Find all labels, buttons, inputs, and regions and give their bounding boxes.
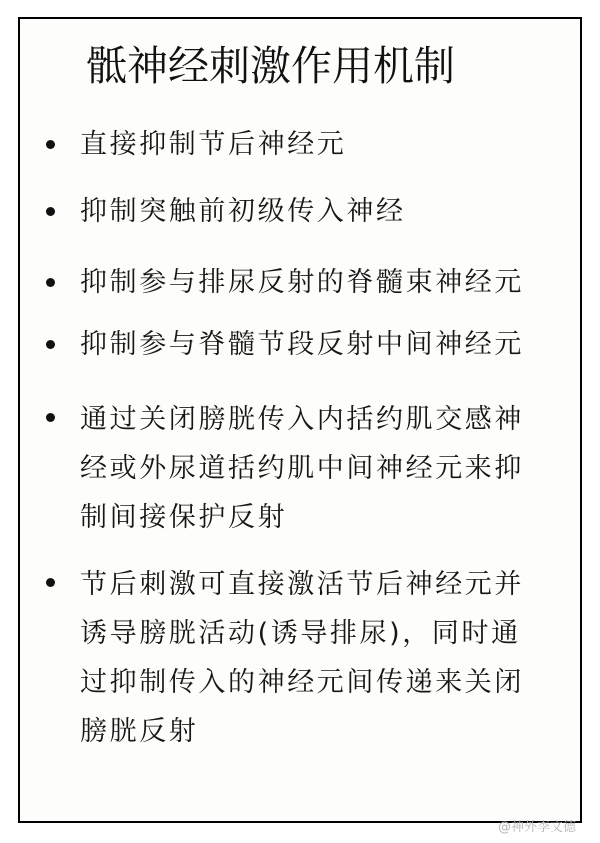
bullet-text: 抑制参与排尿反射的脊髓束神经元	[80, 267, 524, 298]
watermark: @神外李文德	[497, 820, 576, 835]
bullet-dot-icon	[46, 207, 55, 216]
bullet-text: 通过关闭膀胱传入内括约肌交感神 经或外尿道括约肌中间神经元来抑 制间接保护反射	[80, 404, 524, 533]
bullet-text: 直接抑制节后神经元	[80, 129, 347, 160]
bullet-dot-icon	[46, 413, 55, 422]
bullet-text: 抑制参与脊髓节段反射中间神经元	[80, 329, 524, 360]
bullet-dot-icon	[46, 578, 55, 587]
bullet-dot-icon	[46, 140, 55, 149]
page-title: 骶神经刺激作用机制	[86, 42, 455, 90]
bullet-dot-icon	[46, 340, 55, 349]
bullet-dot-icon	[46, 278, 55, 287]
bullet-text: 抑制突触前初级传入神经	[80, 196, 406, 227]
bullet-text: 节后刺激可直接激活节后神经元并 诱导膀胱活动(诱导排尿)，同时通 过抑制传入的神经元间传递来关闭 膀胱反射	[80, 569, 524, 747]
